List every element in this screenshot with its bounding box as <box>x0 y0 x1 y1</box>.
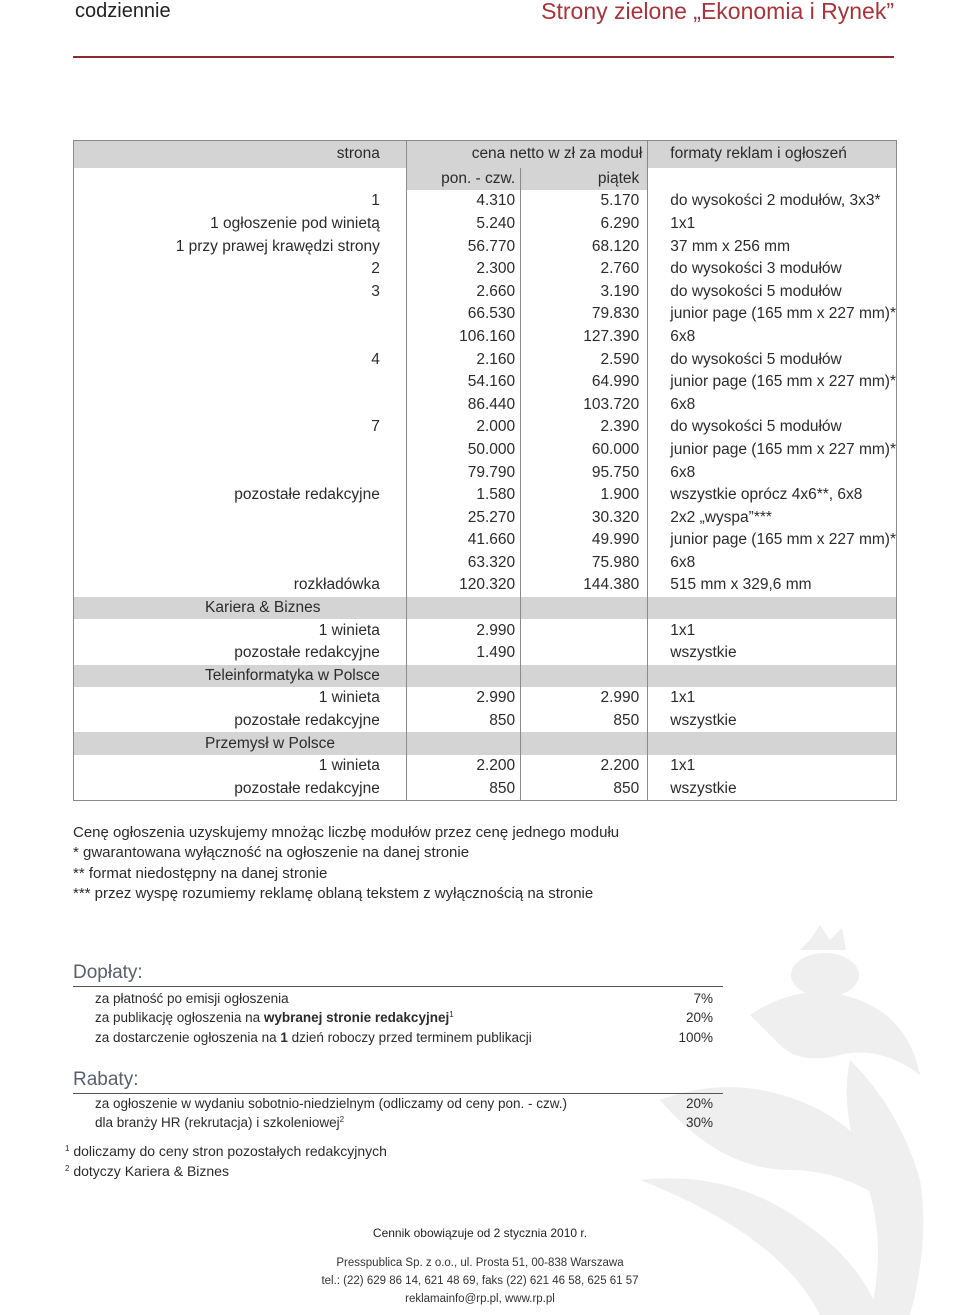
table-row <box>74 484 897 507</box>
format-cell: junior page (165 mm x 227 mm)* <box>648 529 897 552</box>
price-mon-thu-cell: 850 <box>406 778 520 801</box>
table-row <box>74 755 897 778</box>
format-cell: 1x1 <box>648 755 897 778</box>
empty-cell <box>648 665 897 688</box>
price-mon-thu-cell: 66.530 <box>406 303 520 326</box>
price-mon-thu-cell: 54.160 <box>406 371 520 394</box>
format-cell: wszystkie oprócz 4x6**, 6x8 <box>648 484 897 507</box>
section-header-row <box>74 732 897 755</box>
format-cell: 1x1 <box>648 619 897 642</box>
column-header-page: strona <box>74 141 407 168</box>
page-cell <box>74 529 407 552</box>
section-title: Przemysł w Polsce <box>74 732 407 755</box>
price-friday-cell: 1.900 <box>521 484 648 507</box>
price-friday-cell: 850 <box>521 778 648 801</box>
table-row <box>74 439 897 462</box>
doplata-label: za dostarczenie ogłoszenia na <box>95 1030 281 1045</box>
price-friday-cell <box>521 642 648 665</box>
page-cell: pozostałe redakcyjne <box>234 644 380 662</box>
table-row <box>74 642 897 665</box>
price-friday-cell <box>521 619 648 642</box>
page-cell <box>74 439 407 462</box>
page-cell <box>74 326 407 349</box>
footnote-ref: 1 <box>449 1010 454 1019</box>
price-mon-thu-cell: 4.310 <box>406 190 520 213</box>
footnote-1 <box>65 1143 387 1159</box>
empty-cell <box>648 597 897 620</box>
format-cell: wszystkie <box>648 642 897 665</box>
table-row <box>74 552 897 575</box>
table-row <box>74 461 897 484</box>
column-header-price: cena netto w zł za moduł <box>406 141 647 168</box>
format-cell: wszystkie <box>648 778 897 801</box>
price-friday-cell: 2.200 <box>521 755 648 778</box>
price-friday-cell: 6.290 <box>521 213 648 236</box>
empty-cell <box>406 732 520 755</box>
price-mon-thu-cell: 79.790 <box>406 461 520 484</box>
price-friday-cell: 75.980 <box>521 552 648 575</box>
price-mon-thu-cell: 2.160 <box>406 348 520 371</box>
doplata-item <box>95 1010 715 1025</box>
table-row <box>74 687 897 710</box>
price-friday-cell: 95.750 <box>521 461 648 484</box>
price-friday-cell: 64.990 <box>521 371 648 394</box>
price-friday-cell: 103.720 <box>521 393 648 416</box>
note-line: ** format niedostępny na danej stronie <box>73 864 328 882</box>
table-row <box>74 348 897 371</box>
price-mon-thu-cell: 2.660 <box>406 280 520 303</box>
empty-cell <box>521 665 648 688</box>
format-cell: do wysokości 5 modułów <box>648 416 897 439</box>
note-line: *** przez wyspę rozumiemy reklamę oblaną tekstem z wyłącznością na stronie <box>73 884 594 902</box>
rabaty-title: Rabaty: <box>73 1069 139 1090</box>
price-mon-thu-cell: 106.160 <box>406 326 520 349</box>
table-row <box>74 326 897 349</box>
column-header-formats: formaty reklam i ogłoszeń <box>648 141 897 168</box>
section-title: Kariera & Biznes <box>74 597 407 620</box>
page-cell: 1 <box>371 192 380 210</box>
doplata-bold: wybranej stronie redakcyjnej <box>263 1010 450 1025</box>
rabat-label: za ogłoszenie w wydaniu sobotnio-niedzielnym (odliczamy od ceny pon. - czw.) <box>95 1096 567 1111</box>
price-friday-cell: 60.000 <box>521 439 648 462</box>
table-row <box>74 506 897 529</box>
price-mon-thu-cell: 2.990 <box>406 687 520 710</box>
footnote-2 <box>65 1163 229 1179</box>
table-row <box>74 574 897 597</box>
section-header-row <box>74 597 897 620</box>
price-friday-cell: 49.990 <box>521 529 648 552</box>
price-mon-thu-cell: 41.660 <box>406 529 520 552</box>
format-cell: do wysokości 5 modułów <box>648 280 897 303</box>
empty-cell <box>406 665 520 688</box>
header-divider <box>73 56 894 58</box>
price-friday-cell: 2.990 <box>521 687 648 710</box>
page-cell: pozostałe redakcyjne <box>234 486 380 504</box>
doplata-label: za publikację ogłoszenia na <box>95 1010 264 1025</box>
format-cell: do wysokości 5 modułów <box>648 348 897 371</box>
page-cell: 1 winieta <box>318 757 380 775</box>
footnote-text: doliczamy do ceny stron pozostałych redakcyjnych <box>69 1143 387 1159</box>
format-cell: 6x8 <box>648 393 897 416</box>
price-table <box>73 140 897 801</box>
format-cell: do wysokości 3 modułów <box>648 258 897 281</box>
footnote-mark: 2 <box>65 1164 70 1173</box>
doplaty-divider <box>73 986 723 987</box>
footnote-ref: 2 <box>339 1115 345 1124</box>
company-email: reklamainfo@rp.pl, www.rp.pl <box>405 1293 555 1305</box>
price-mon-thu-cell: 2.300 <box>406 258 520 281</box>
company-address: Presspublica Sp. z o.o., ul. Prosta 51, 00-838 Warszawa <box>336 1257 624 1269</box>
doplata-label: za płatność po emisji ogłoszenia <box>95 991 289 1006</box>
price-mon-thu-cell: 50.000 <box>406 439 520 462</box>
rabaty-divider <box>73 1093 723 1094</box>
format-cell: wszystkie <box>648 710 897 733</box>
table-subheader-row <box>74 168 897 191</box>
table-row <box>74 710 897 733</box>
page-cell: 3 <box>371 282 380 300</box>
price-mon-thu-cell: 1.490 <box>406 642 520 665</box>
page-cell <box>74 552 407 575</box>
rabat-label: dla branży HR (rekrutacja) i szkoleniowej <box>95 1115 340 1130</box>
format-cell: junior page (165 mm x 227 mm)* <box>648 303 897 326</box>
empty-cell <box>648 732 897 755</box>
rabat-percent: 30% <box>685 1115 713 1130</box>
company-phones: tel.: (22) 629 86 14, 621 48 69, faks (22) 621 46 58, 625 61 57 <box>321 1275 639 1287</box>
format-cell: junior page (165 mm x 227 mm)* <box>648 439 897 462</box>
table-header-row <box>74 141 897 168</box>
table-row <box>74 529 897 552</box>
note-line: * gwarantowana wyłączność na ogłoszenie na danej stronie <box>73 844 470 862</box>
page-cell <box>74 371 407 394</box>
rabat-item <box>95 1096 715 1111</box>
column-header-friday: piątek <box>521 168 648 191</box>
price-mon-thu-cell: 63.320 <box>406 552 520 575</box>
page-cell: 1 ogłoszenie pod winietą <box>210 214 380 232</box>
price-mon-thu-cell: 86.440 <box>406 393 520 416</box>
table-row <box>74 235 897 258</box>
section-title: Teleinformatyka w Polsce <box>74 665 407 688</box>
price-friday-cell: 2.590 <box>521 348 648 371</box>
table-row <box>74 619 897 642</box>
price-mon-thu-cell: 5.240 <box>406 213 520 236</box>
price-mon-thu-cell: 1.580 <box>406 484 520 507</box>
page-cell <box>74 303 407 326</box>
table-row <box>74 303 897 326</box>
price-friday-cell: 2.390 <box>521 416 648 439</box>
page-cell: 7 <box>371 418 380 436</box>
format-cell: 515 mm x 329,6 mm <box>648 574 897 597</box>
doplata-label-tail: dzień roboczy przed terminem publikacji <box>287 1030 532 1045</box>
format-cell: do wysokości 2 modułów, 3x3* <box>648 190 897 213</box>
price-friday-cell: 79.830 <box>521 303 648 326</box>
format-cell: 2x2 „wyspa”*** <box>648 506 897 529</box>
rabat-item <box>95 1115 715 1130</box>
price-mon-thu-cell: 25.270 <box>406 506 520 529</box>
price-friday-cell: 30.320 <box>521 506 648 529</box>
valid-from-note: Cennik obowiązuje od 2 stycznia 2010 r. <box>372 1226 588 1240</box>
empty-cell <box>406 597 520 620</box>
page-cell: 1 winieta <box>318 621 380 639</box>
format-cell: 6x8 <box>648 326 897 349</box>
price-mon-thu-cell: 2.990 <box>406 619 520 642</box>
footnote-mark: 1 <box>65 1144 70 1153</box>
page-cell <box>74 461 407 484</box>
format-cell: 1x1 <box>648 687 897 710</box>
empty-cell <box>74 168 407 191</box>
table-row <box>74 258 897 281</box>
header-title: Strony zielone „Ekonomia i Rynek” <box>541 0 894 24</box>
page-cell <box>74 393 407 416</box>
price-friday-cell: 127.390 <box>521 326 648 349</box>
table-row <box>74 371 897 394</box>
price-friday-cell: 68.120 <box>521 235 648 258</box>
page-cell: pozostałe redakcyjne <box>234 779 380 797</box>
page-cell: 2 <box>371 260 380 278</box>
doplata-item <box>95 991 715 1006</box>
table-row <box>74 778 897 801</box>
page-cell: 1 przy prawej krawędzi strony <box>175 237 380 255</box>
price-friday-cell: 5.170 <box>521 190 648 213</box>
page-cell <box>74 506 407 529</box>
page-cell: pozostałe redakcyjne <box>234 712 380 730</box>
price-friday-cell: 144.380 <box>521 574 648 597</box>
doplata-percent: 7% <box>693 991 713 1006</box>
format-cell: junior page (165 mm x 227 mm)* <box>648 371 897 394</box>
price-friday-cell: 850 <box>521 710 648 733</box>
format-cell: 1x1 <box>648 213 897 236</box>
table-row <box>74 213 897 236</box>
doplata-percent: 100% <box>678 1030 713 1045</box>
rabat-percent: 20% <box>685 1096 713 1111</box>
format-cell: 6x8 <box>648 461 897 484</box>
page-cell: 1 winieta <box>318 689 380 707</box>
doplata-item <box>95 1030 715 1045</box>
price-mon-thu-cell: 56.770 <box>406 235 520 258</box>
price-mon-thu-cell: 120.320 <box>406 574 520 597</box>
column-header-mon-thu: pon. - czw. <box>406 168 520 191</box>
format-cell: 6x8 <box>648 552 897 575</box>
page-cell: rozkładówka <box>293 576 380 594</box>
table-row <box>74 416 897 439</box>
table-row <box>74 280 897 303</box>
page-cell: 4 <box>371 350 380 368</box>
section-header-row <box>74 665 897 688</box>
note-line: Cenę ogłoszenia uzyskujemy mnożąc liczbę modułów przez cenę jednego modułu <box>73 824 620 841</box>
footnote-text: dotyczy Kariera & Biznes <box>69 1163 229 1179</box>
price-friday-cell: 2.760 <box>521 258 648 281</box>
doplata-percent: 20% <box>685 1010 713 1025</box>
empty-cell <box>648 168 897 191</box>
price-mon-thu-cell: 2.200 <box>406 755 520 778</box>
table-row <box>74 190 897 213</box>
empty-cell <box>521 732 648 755</box>
price-mon-thu-cell: 850 <box>406 710 520 733</box>
doplata-bold: 1 <box>280 1030 288 1045</box>
empty-cell <box>521 597 648 620</box>
price-mon-thu-cell: 2.000 <box>406 416 520 439</box>
table-row <box>74 393 897 416</box>
doplaty-title: Dopłaty: <box>73 962 143 983</box>
price-friday-cell: 3.190 <box>521 280 648 303</box>
notes-block <box>73 823 619 904</box>
header-category: codziennie <box>75 0 171 22</box>
format-cell: 37 mm x 256 mm <box>648 235 897 258</box>
